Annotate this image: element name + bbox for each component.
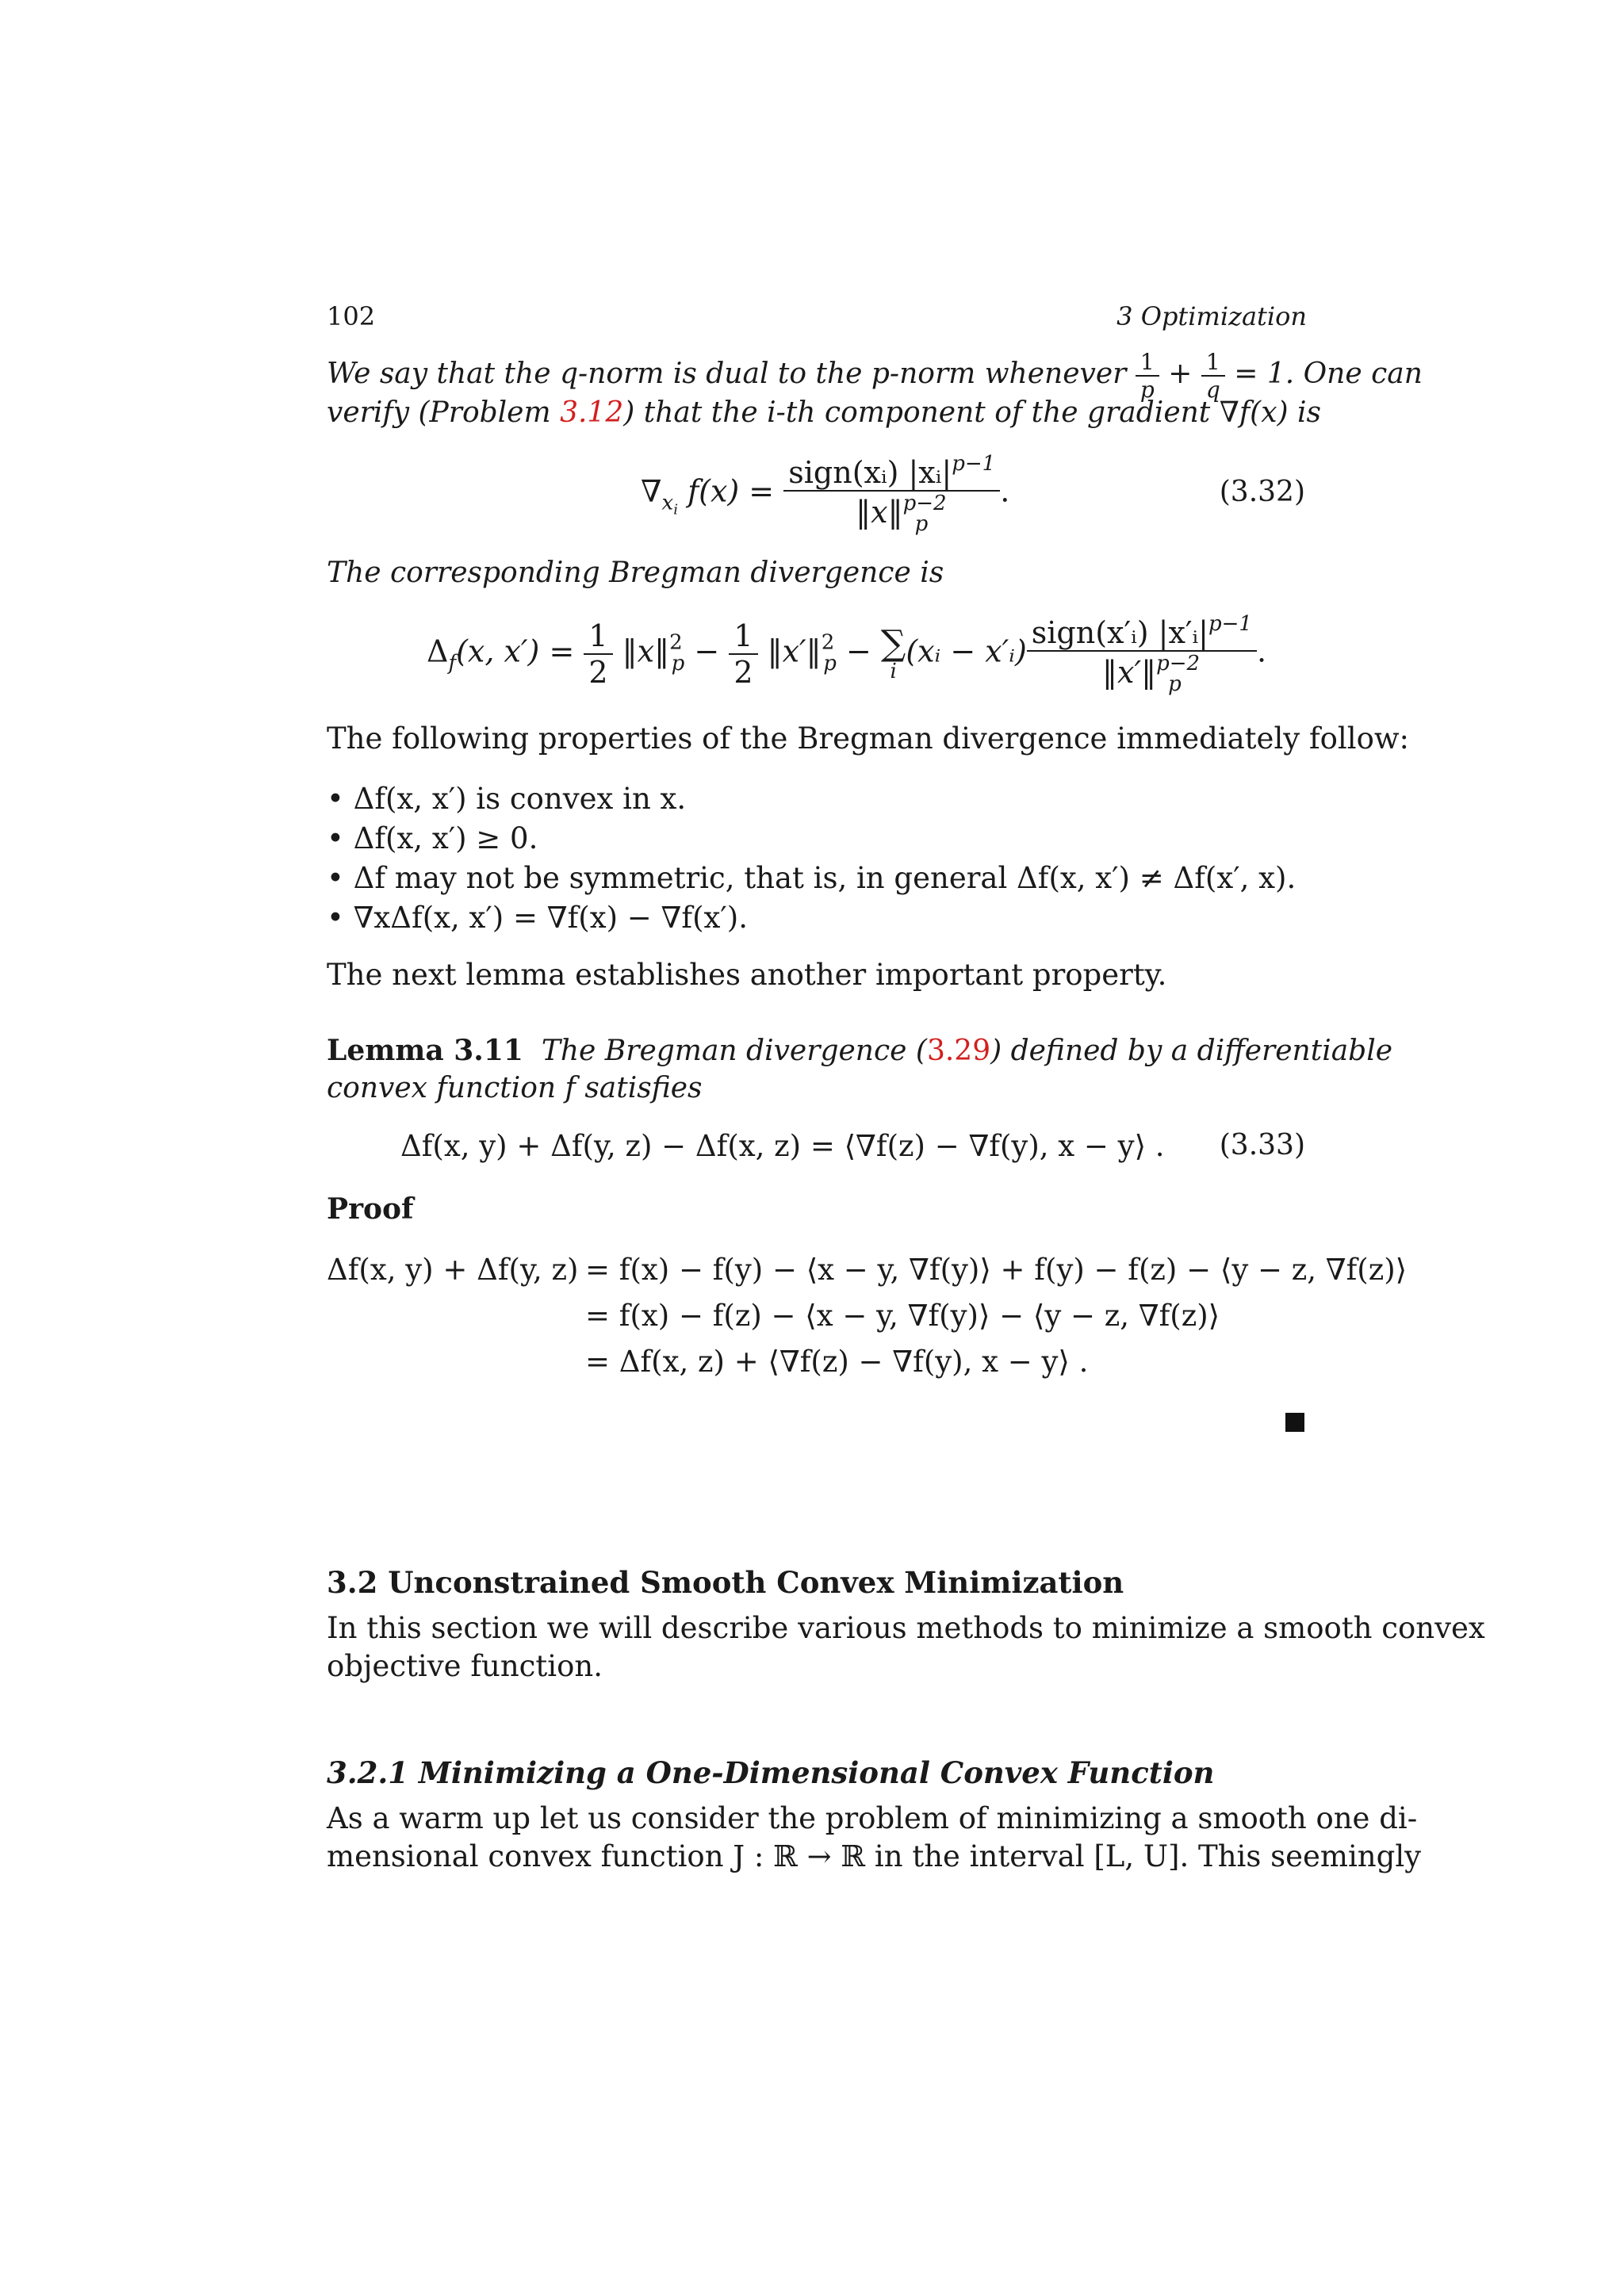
bullet-dot: • <box>327 901 354 935</box>
eq332-lhs-rest: f(x) = <box>688 473 775 509</box>
lemma-line1-post: ) defined by a differentiable <box>990 1035 1393 1067</box>
breg-den-sup: p−2 <box>1156 652 1201 675</box>
paragraph-properties-intro: The following properties of the Bregman divergence immediately follow: <box>327 721 1409 756</box>
paragraph-dual-norm-line2 <box>327 396 1321 429</box>
bullet-text-4: ∇xΔf(x, x′) = ∇f(x) − ∇f(x′). <box>353 901 748 935</box>
equation-3-33: Δf(x, y) + Δf(y, z) − Δf(x, z) = ⟨∇f(z) − ∇f(y), x − y⟩ . <box>400 1129 1165 1163</box>
subsection-paragraph-line1: As a warm up let us consider the problem of minimizing a smooth one di- <box>327 1801 1418 1835</box>
bullet-dot: • <box>327 821 354 855</box>
proof-line3-rhs: = Δf(x, z) + ⟨∇f(z) − ∇f(y), x − y⟩ . <box>585 1345 1089 1379</box>
eq332-lhs: ∇ <box>641 473 662 509</box>
list-item <box>327 821 538 855</box>
breg-t1-sup: 2 <box>669 630 683 655</box>
proof-line2-rhs: = f(x) − f(z) − ⟨x − y, ∇f(y)⟩ − ⟨y − z, ∇f(z)⟩ <box>585 1299 1220 1333</box>
frac1-num: 1 <box>1136 349 1159 377</box>
eq332-num-sup: p−1 <box>952 452 996 476</box>
frac1-den: p <box>1139 377 1155 403</box>
breg-lhs-args: (x, x′) = <box>456 633 575 669</box>
breg-half-1-den: 2 <box>588 655 608 690</box>
ref-problem-3-12[interactable]: 3.12 <box>560 396 624 429</box>
breg-sum-sub: i <box>890 660 897 683</box>
breg-num: sign(x′ᵢ) |x′ᵢ| <box>1031 615 1208 650</box>
eq332-fraction <box>783 452 1000 536</box>
list-item <box>327 782 686 816</box>
proof-line1-lhs: Δf(x, y) + Δf(y, z) <box>327 1253 579 1287</box>
eq332-lhs-subsub: i <box>673 501 678 519</box>
proof-label: Proof <box>327 1192 414 1226</box>
para1-line2-post: ) that the i-th component of the gradient ∇f(x) is <box>623 396 1322 429</box>
eq332-den-sup: p−2 <box>902 492 947 515</box>
paragraph-dual-norm <box>327 349 1423 403</box>
plus-sign: + <box>1159 358 1201 390</box>
frac2-num: 1 <box>1201 349 1225 377</box>
eq332-den-sub: p <box>914 512 929 536</box>
lemma-3-11 <box>327 1034 1392 1067</box>
para1-line2-pre: verify (Problem <box>327 396 561 429</box>
eq332-lhs-sub: x <box>661 491 674 515</box>
section-paragraph-line2: objective function. <box>327 1649 603 1683</box>
bullet-text-1: Δf(x, x′) is convex in x. <box>353 782 687 816</box>
para1-line1-pre: We say that the q-norm is dual to the p-norm whenever <box>327 358 1136 390</box>
qed-square-icon <box>1285 1413 1304 1432</box>
bullet-text-2: Δf(x, x′) ≥ 0. <box>353 821 538 855</box>
breg-half-1-num: 1 <box>584 618 612 655</box>
breg-t2-sup: 2 <box>821 630 835 655</box>
frac2-den: q <box>1205 377 1220 403</box>
breg-fraction <box>1027 612 1257 696</box>
paragraph-bregman-intro: The corresponding Bregman divergence is <box>327 557 944 589</box>
fraction-1-over-p <box>1136 349 1159 403</box>
list-item <box>327 861 1296 895</box>
eq332-den: ‖x‖ <box>856 495 903 530</box>
breg-num-sup: p−1 <box>1208 612 1252 636</box>
running-title: 3 Optimization <box>1116 301 1307 331</box>
bullet-dot: • <box>327 861 354 895</box>
breg-half-2 <box>729 618 757 690</box>
equation-3-32 <box>641 452 1009 536</box>
fraction-1-over-q <box>1201 349 1225 403</box>
breg-t2: ‖x′‖ <box>767 633 822 669</box>
lemma-line1-pre: The Bregman divergence ( <box>541 1035 927 1067</box>
bullet-dot: • <box>327 782 354 816</box>
equation-tag-3-32: (3.32) <box>1219 476 1305 508</box>
equation-tag-3-33: (3.33) <box>1219 1129 1305 1161</box>
breg-half-2-num: 1 <box>729 618 757 655</box>
para1-line1-post: = 1. One can <box>1224 358 1423 390</box>
breg-lhs: Δ <box>427 633 449 669</box>
breg-sum <box>880 623 906 683</box>
lemma-label: Lemma 3.11 <box>327 1034 523 1067</box>
subsection-heading: 3.2.1 Minimizing a One-Dimensional Convex Function <box>327 1755 1215 1790</box>
equation-bregman-divergence <box>427 612 1266 696</box>
ref-eq-3-29[interactable]: 3.29 <box>926 1035 991 1067</box>
breg-lhs-sub: f <box>448 651 457 675</box>
breg-period: . <box>1256 633 1267 669</box>
subsection-paragraph-line2: mensional convex function J : ℝ → ℝ in the interval [L, U]. This seemingly <box>327 1839 1422 1873</box>
section-heading: 3.2 Unconstrained Smooth Convex Minimization <box>327 1565 1124 1600</box>
eq332-num: sign(xᵢ) |xᵢ| <box>788 455 952 490</box>
list-item <box>327 901 748 935</box>
breg-half-2-den: 2 <box>733 655 753 690</box>
bullet-text-3: Δf may not be symmetric, that is, in general Δf(x, x′) ≠ Δf(x′, x). <box>353 861 1297 895</box>
breg-t1-sub: p <box>671 651 685 675</box>
lemma-line2: convex function f satisfies <box>327 1072 703 1104</box>
page-number: 102 <box>327 301 376 331</box>
breg-t3: (xᵢ − x′ᵢ) <box>906 633 1027 669</box>
breg-minus-1: − <box>694 633 720 669</box>
breg-den-sub: p <box>1168 672 1182 696</box>
proof-line1-rhs: = f(x) − f(y) − ⟨x − y, ∇f(y)⟩ + f(y) − f(z) − ⟨y − z, ∇f(z)⟩ <box>585 1253 1408 1287</box>
breg-t2-sub: p <box>823 651 837 675</box>
breg-sum-symbol: ∑ <box>880 623 906 664</box>
section-paragraph-line1: In this section we will describe various methods to minimize a smooth convex <box>327 1611 1485 1645</box>
breg-minus-2: − <box>845 633 871 669</box>
breg-t1: ‖x‖ <box>622 633 670 669</box>
breg-half-1 <box>584 618 612 690</box>
paragraph-next-lemma: The next lemma establishes another important property. <box>327 958 1167 992</box>
breg-den: ‖x′‖ <box>1102 655 1157 690</box>
eq332-period: . <box>1000 473 1010 509</box>
